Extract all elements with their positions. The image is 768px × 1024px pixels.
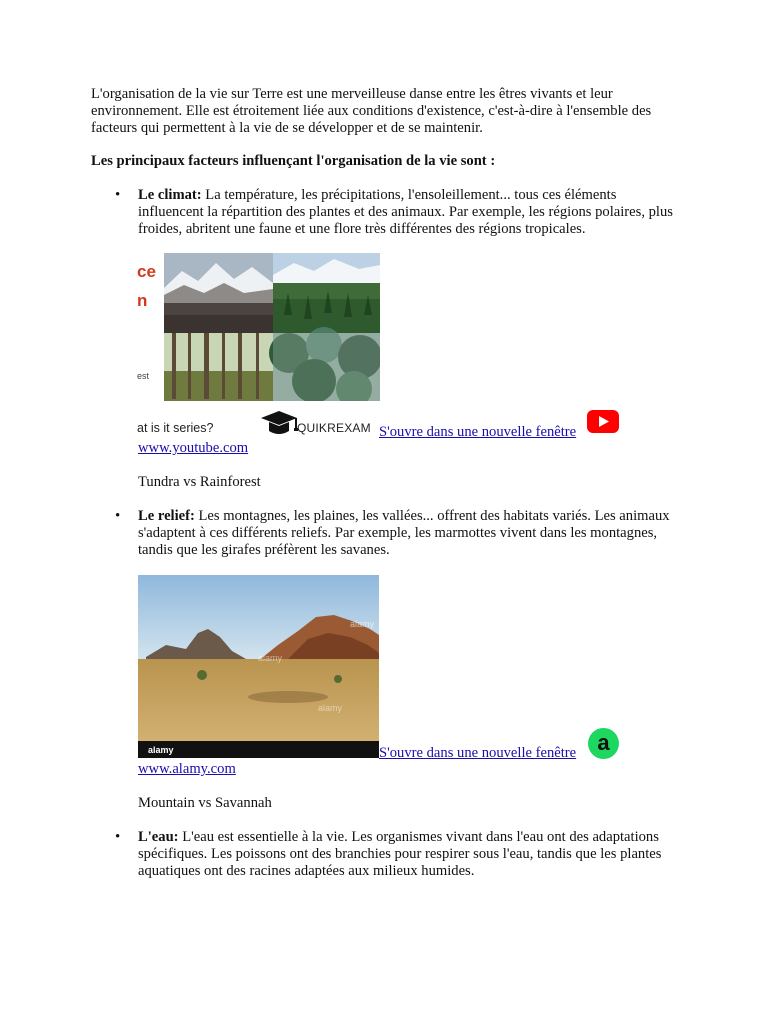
biomes-illustration bbox=[164, 253, 380, 401]
intro-paragraph: L'organisation de la vie sur Terre est une merveilleuse danse entre les êtres vivants et leur environnement. Elle est étroitement liée aux conditions d'existence, c'est-à-dire à l'ensemble des facteurs qui permettent à la vie de se développer et de se maintenir. bbox=[91, 86, 652, 136]
open-new-window-link[interactable]: S'ouvre dans une nouvelle fenêtre bbox=[379, 745, 577, 761]
series-question-text: at is it series? bbox=[137, 421, 214, 435]
watermark-text: alamy bbox=[258, 653, 283, 663]
image-caption: Mountain vs Savannah bbox=[138, 795, 272, 811]
item-eau bbox=[138, 829, 683, 880]
item-eau-term: L'eau: bbox=[138, 829, 179, 845]
watermark-text: alamy bbox=[148, 745, 174, 755]
collage-side-text: ce bbox=[137, 262, 156, 281]
item-climat-term: Le climat: bbox=[138, 187, 202, 203]
savannah-image[interactable] bbox=[138, 575, 379, 758]
youtube-icon[interactable] bbox=[587, 410, 619, 433]
quikrexam-logo-text: QUIKREXAM bbox=[297, 421, 371, 435]
factors-heading: Les principaux facteurs influençant l'organisation de la vie sont : bbox=[91, 153, 496, 169]
collage-side-text: est bbox=[137, 371, 150, 381]
graduation-cap-icon bbox=[259, 409, 299, 439]
collage-caption-strip bbox=[137, 409, 377, 439]
collage-side-panel bbox=[137, 253, 164, 401]
item-relief bbox=[138, 508, 683, 559]
watermark-text: alamy bbox=[318, 703, 343, 713]
image-caption: Tundra vs Rainforest bbox=[138, 474, 261, 490]
bullet: • bbox=[115, 829, 121, 845]
item-climat-text: La température, les précipitations, l'ensoleillement... tous ces éléments influencent la répartition des plantes et des animaux. Par exemple, les régions polaires, plus froides, abritent une faune et une flore très différentes des régions tropicales. bbox=[138, 187, 673, 237]
savannah-illustration bbox=[138, 575, 379, 758]
alamy-icon[interactable]: a bbox=[588, 728, 619, 759]
open-new-window-link[interactable]: S'ouvre dans une nouvelle fenêtre bbox=[379, 424, 577, 440]
item-eau-text: L'eau est essentielle à la vie. Les organismes vivant dans l'eau ont des adaptations spécifiques. Les poissons ont des branchies pour respirer sous l'eau, tandis que les plantes aquatiques ont des racines adaptées aux milieux humides. bbox=[138, 829, 662, 879]
youtube-source-link[interactable]: www.youtube.com bbox=[138, 440, 249, 456]
bullet: • bbox=[115, 508, 121, 524]
watermark-text: alamy bbox=[350, 619, 375, 629]
item-relief-term: Le relief: bbox=[138, 508, 195, 524]
item-climat bbox=[138, 187, 683, 238]
collage-side-text: n bbox=[137, 291, 148, 310]
alamy-source-link[interactable]: www.alamy.com bbox=[138, 761, 236, 777]
bullet: • bbox=[115, 187, 121, 203]
item-relief-text: Les montagnes, les plaines, les vallées... offrent des habitats variés. Les animaux s'adaptent à ces différents reliefs. Par exemple, les marmottes vivent dans les montagnes, tandis que les girafes préfèrent les savanes. bbox=[138, 508, 670, 558]
biomes-collage-image[interactable] bbox=[137, 253, 380, 401]
